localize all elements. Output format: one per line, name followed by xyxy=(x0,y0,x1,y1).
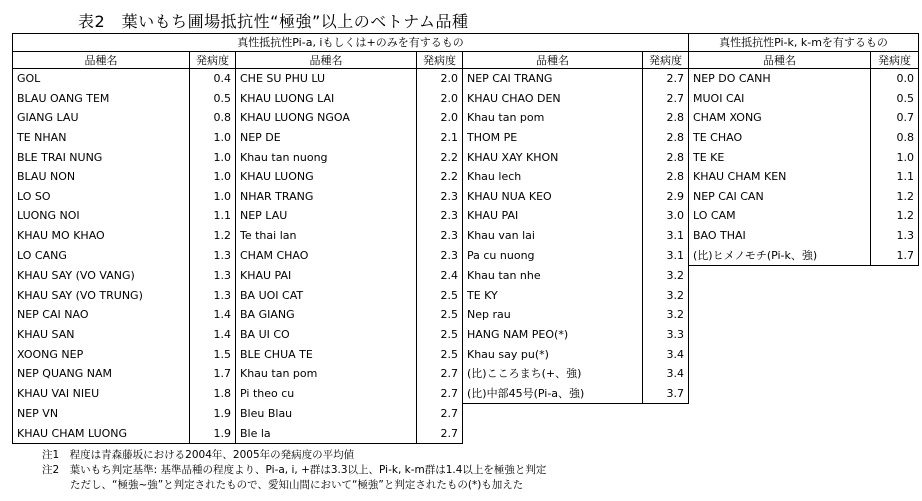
variety-name: TE CHAO xyxy=(689,128,871,148)
variety-name: BLAU NON xyxy=(13,167,190,187)
table-row xyxy=(13,305,919,325)
variety-name: Pi theo cu xyxy=(236,384,417,404)
severity-value: 1.7 xyxy=(190,364,236,384)
header-name: 品種名 xyxy=(463,52,643,69)
severity-value: 1.3 xyxy=(190,286,236,306)
variety-name: NEP CAI CAN xyxy=(689,187,871,207)
severity-value: 2.5 xyxy=(417,286,463,306)
table-row xyxy=(13,89,919,109)
empty-cell xyxy=(689,325,871,345)
variety-name: Khau tan nhe xyxy=(463,265,643,285)
severity-value: 1.7 xyxy=(871,245,919,265)
empty-cell xyxy=(463,424,643,444)
table-row xyxy=(13,344,919,364)
variety-name: KHAU CHAO DEN xyxy=(463,89,643,109)
empty-cell xyxy=(643,424,689,444)
empty-cell xyxy=(871,325,919,345)
variety-name: Khau tan pom xyxy=(236,364,417,384)
empty-cell xyxy=(689,265,871,285)
variety-name: GOL xyxy=(13,69,190,89)
severity-value: 2.2 xyxy=(417,147,463,167)
severity-value: 1.0 xyxy=(871,147,919,167)
severity-value: 2.3 xyxy=(417,187,463,207)
variety-name: KHAU PAI xyxy=(236,265,417,285)
variety-table xyxy=(12,33,919,444)
severity-value: 0.8 xyxy=(190,108,236,128)
severity-value: 2.3 xyxy=(417,226,463,246)
category-group1: 真性抵抗性Pi-a, iもしくは+のみを有するもの xyxy=(13,34,689,52)
severity-value: 1.0 xyxy=(190,128,236,148)
variety-name: Bleu Blau xyxy=(236,404,417,424)
variety-name: NEP QUANG NAM xyxy=(13,364,190,384)
severity-value: 0.0 xyxy=(871,69,919,89)
severity-value: 1.5 xyxy=(190,344,236,364)
severity-value: 1.0 xyxy=(190,187,236,207)
variety-name: KHAU SAY (VO TRUNG) xyxy=(13,286,190,306)
severity-value: 2.4 xyxy=(417,265,463,285)
note-2: 注2 葉いもち判定基準: 基準品種の程度より、Pi-a, i, +群は3.3以上、Pi-k, k-m群は1.4以上を極強と判定 xyxy=(42,464,547,476)
variety-name: KHAU SAN xyxy=(13,325,190,345)
severity-value: 2.1 xyxy=(417,128,463,148)
variety-name: Khau tan nuong xyxy=(236,147,417,167)
variety-name: CHAM XONG xyxy=(689,108,871,128)
severity-value: 0.5 xyxy=(871,89,919,109)
variety-name: KHAU CHAM KEN xyxy=(689,167,871,187)
severity-value: 3.4 xyxy=(643,344,689,364)
variety-name: TE KY xyxy=(463,286,643,306)
variety-name: BA GIANG xyxy=(236,305,417,325)
table-row xyxy=(13,404,919,424)
severity-value: 2.3 xyxy=(417,245,463,265)
table-row xyxy=(13,325,919,345)
empty-cell xyxy=(689,404,871,424)
severity-value: 3.1 xyxy=(643,226,689,246)
severity-value: 3.2 xyxy=(643,305,689,325)
variety-name: BLE CHUA TE xyxy=(236,344,417,364)
variety-name: NEP VN xyxy=(13,404,190,424)
variety-name: Khau say pu(*) xyxy=(463,344,643,364)
severity-value: 2.0 xyxy=(417,89,463,109)
variety-name: (比)ヒメノモチ(Pi-k、強) xyxy=(689,245,871,265)
severity-value: 3.0 xyxy=(643,206,689,226)
empty-cell xyxy=(689,384,871,404)
severity-value: 1.3 xyxy=(871,226,919,246)
severity-value: 1.1 xyxy=(871,167,919,187)
variety-name: KHAU CHAM LUONG xyxy=(13,424,190,444)
severity-value: 2.7 xyxy=(643,89,689,109)
header-name: 品種名 xyxy=(236,52,417,69)
note-3: ただし、“極強~強”と判定されたもので、愛知山間において“極強”と判定されたもの(*)も加えた xyxy=(70,479,524,491)
variety-name: BLAU OANG TEM xyxy=(13,89,190,109)
table-row xyxy=(13,187,919,207)
variety-name: TE KE xyxy=(689,147,871,167)
header-severity: 発病度 xyxy=(871,52,919,69)
severity-value: 0.8 xyxy=(871,128,919,148)
variety-name: NEP CAI NAO xyxy=(13,305,190,325)
variety-name: BLE TRAI NUNG xyxy=(13,147,190,167)
severity-value: 0.5 xyxy=(190,89,236,109)
variety-name: TE NHAN xyxy=(13,128,190,148)
empty-cell xyxy=(871,364,919,384)
variety-name: KHAU LUONG LAI xyxy=(236,89,417,109)
table-row xyxy=(13,384,919,404)
severity-value: 0.7 xyxy=(871,108,919,128)
severity-value: 0.4 xyxy=(190,69,236,89)
table-row xyxy=(13,69,919,89)
footnotes xyxy=(42,448,546,493)
header-severity: 発病度 xyxy=(417,52,463,69)
severity-value: 1.3 xyxy=(190,265,236,285)
table-row xyxy=(13,286,919,306)
variety-name: KHAU LUONG NGOA xyxy=(236,108,417,128)
table-title: 表2 葉いもち圃場抵抗性“極強”以上のベトナム品種 xyxy=(78,12,469,31)
table-row xyxy=(13,206,919,226)
variety-name: BAO THAI xyxy=(689,226,871,246)
variety-name: KHAU MO KHAO xyxy=(13,226,190,246)
variety-name: KHAU VAI NIEU xyxy=(13,384,190,404)
table-row xyxy=(13,147,919,167)
empty-cell xyxy=(689,286,871,306)
variety-name: (比)こころまち(+、強) xyxy=(463,364,643,384)
variety-name: NEP DE xyxy=(236,128,417,148)
variety-name: MUOI CAI xyxy=(689,89,871,109)
empty-cell xyxy=(871,424,919,444)
severity-value: 1.9 xyxy=(190,404,236,424)
severity-value: 3.7 xyxy=(643,384,689,404)
severity-value: 2.7 xyxy=(643,69,689,89)
severity-value: 2.7 xyxy=(417,404,463,424)
variety-name: KHAU LUONG xyxy=(236,167,417,187)
empty-cell xyxy=(643,404,689,424)
empty-cell xyxy=(463,404,643,424)
severity-value: 1.1 xyxy=(190,206,236,226)
variety-name: Te thai lan xyxy=(236,226,417,246)
table-row xyxy=(13,226,919,246)
severity-value: 3.2 xyxy=(643,265,689,285)
severity-value: 3.3 xyxy=(643,325,689,345)
empty-cell xyxy=(689,364,871,384)
variety-name: Pa cu nuong xyxy=(463,245,643,265)
variety-name: KHAU SAY (VO VANG) xyxy=(13,265,190,285)
variety-name: CHAM CHAO xyxy=(236,245,417,265)
variety-name: Ble la xyxy=(236,424,417,444)
severity-value: 2.7 xyxy=(417,364,463,384)
severity-value: 1.2 xyxy=(871,187,919,207)
severity-value: 3.2 xyxy=(643,286,689,306)
severity-value: 2.8 xyxy=(643,147,689,167)
severity-value: 2.5 xyxy=(417,305,463,325)
severity-value: 3.1 xyxy=(643,245,689,265)
severity-value: 1.2 xyxy=(190,226,236,246)
empty-cell xyxy=(871,265,919,285)
empty-cell xyxy=(689,305,871,325)
variety-name: BA UI CO xyxy=(236,325,417,345)
empty-cell xyxy=(689,344,871,364)
severity-value: 2.5 xyxy=(417,325,463,345)
header-severity: 発病度 xyxy=(643,52,689,69)
severity-value: 1.8 xyxy=(190,384,236,404)
variety-name: NEP LAU xyxy=(236,206,417,226)
severity-value: 2.3 xyxy=(417,206,463,226)
severity-value: 2.8 xyxy=(643,167,689,187)
severity-value: 2.5 xyxy=(417,344,463,364)
table-row xyxy=(13,364,919,384)
variety-name: NEP CAI TRANG xyxy=(463,69,643,89)
variety-name: KHAU XAY KHON xyxy=(463,147,643,167)
table-row xyxy=(13,245,919,265)
variety-name: BA UOI CAT xyxy=(236,286,417,306)
severity-value: 2.9 xyxy=(643,187,689,207)
empty-cell xyxy=(689,424,871,444)
empty-cell xyxy=(871,286,919,306)
variety-name: HANG NAM PEO(*) xyxy=(463,325,643,345)
variety-name: NEP DO CANH xyxy=(689,69,871,89)
table-row xyxy=(13,167,919,187)
variety-name: LO SO xyxy=(13,187,190,207)
severity-value: 3.4 xyxy=(643,364,689,384)
note-1: 注1 程度は青森藤坂における2004年、2005年の発病度の平均値 xyxy=(42,449,355,461)
header-severity: 発病度 xyxy=(190,52,236,69)
variety-name: LUONG NOI xyxy=(13,206,190,226)
empty-cell xyxy=(871,384,919,404)
variety-name: (比)中部45号(Pi-a、強) xyxy=(463,384,643,404)
severity-value: 2.7 xyxy=(417,384,463,404)
variety-name: Khau van lai xyxy=(463,226,643,246)
table-row xyxy=(13,108,919,128)
variety-name: THOM PE xyxy=(463,128,643,148)
severity-value: 2.8 xyxy=(643,108,689,128)
table-row xyxy=(13,128,919,148)
empty-cell xyxy=(871,404,919,424)
variety-name: NHAR TRANG xyxy=(236,187,417,207)
variety-name: LO CANG xyxy=(13,245,190,265)
variety-name: Nep rau xyxy=(463,305,643,325)
variety-name: LO CAM xyxy=(689,206,871,226)
severity-value: 1.4 xyxy=(190,305,236,325)
variety-name: Khau lech xyxy=(463,167,643,187)
header-name: 品種名 xyxy=(13,52,190,69)
severity-value: 1.0 xyxy=(190,147,236,167)
severity-value: 2.0 xyxy=(417,69,463,89)
severity-value: 1.9 xyxy=(190,424,236,444)
variety-name: GIANG LAU xyxy=(13,108,190,128)
severity-value: 2.2 xyxy=(417,167,463,187)
variety-name: XOONG NEP xyxy=(13,344,190,364)
category-row xyxy=(13,34,919,52)
severity-value: 2.8 xyxy=(643,128,689,148)
variety-name: Khau tan pom xyxy=(463,108,643,128)
variety-name: KHAU PAI xyxy=(463,206,643,226)
variety-name: KHAU NUA KEO xyxy=(463,187,643,207)
header-name: 品種名 xyxy=(689,52,871,69)
severity-value: 2.7 xyxy=(417,424,463,444)
table-row xyxy=(13,265,919,285)
table-row xyxy=(13,424,919,444)
severity-value: 1.3 xyxy=(190,245,236,265)
category-group2: 真性抵抗性Pi-k, k-mを有するもの xyxy=(689,34,919,52)
variety-name: CHE SU PHU LU xyxy=(236,69,417,89)
empty-cell xyxy=(871,305,919,325)
severity-value: 1.2 xyxy=(871,206,919,226)
severity-value: 2.0 xyxy=(417,108,463,128)
severity-value: 1.4 xyxy=(190,325,236,345)
severity-value: 1.0 xyxy=(190,167,236,187)
column-header-row xyxy=(13,52,919,69)
empty-cell xyxy=(871,344,919,364)
